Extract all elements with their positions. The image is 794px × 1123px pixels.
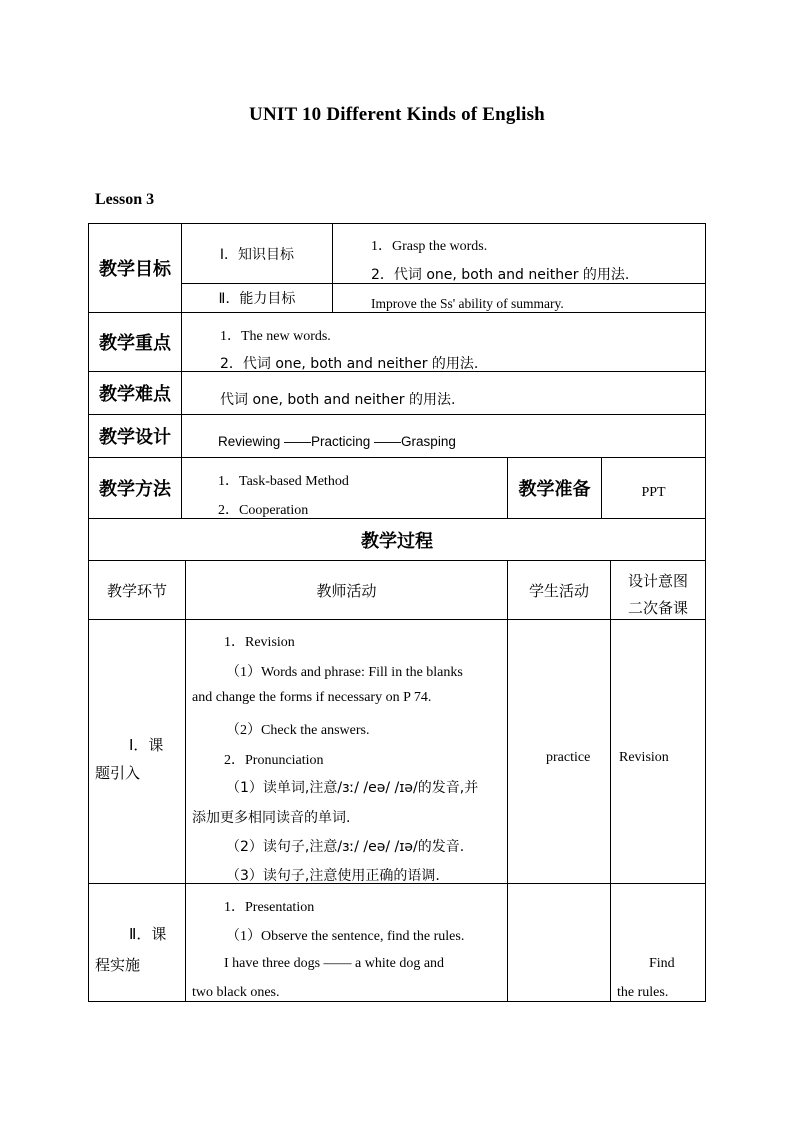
column-header-stage: 教学环节	[88, 560, 186, 620]
activity-line: I have three dogs —— a white dog and	[224, 956, 445, 971]
design-label: 教学设计	[88, 414, 182, 458]
document-title: UNIT 10 Different Kinds of English	[249, 104, 545, 125]
method-item: 2．Cooperation	[218, 503, 309, 518]
methods-items	[181, 457, 508, 519]
activity-line: （1）Observe the sentence, find the rules.	[226, 929, 465, 944]
ability-goal-text: Improve the Ss' ability of summary.	[332, 283, 706, 313]
design-text: Reviewing ——Practicing ——Grasping	[181, 414, 706, 458]
key-points-items	[181, 312, 706, 372]
activity-line: 添加更多相同读音的单词.	[192, 810, 351, 826]
difficulties-text: 代词 one, both and neither 的用法.	[181, 371, 706, 415]
stage2-purpose: Find the rules.	[610, 883, 706, 1002]
column-header-student: 学生活动	[507, 560, 611, 620]
activity-line: two black ones.	[192, 985, 280, 1000]
activity-line: （2）Check the answers.	[226, 723, 370, 738]
knowledge-item: 1．Grasp the words.	[371, 239, 488, 254]
stage2-teacher-activity	[185, 883, 508, 1002]
activity-line: （1）Words and phrase: Fill in the blanks	[226, 665, 463, 680]
process-title: 教学过程	[88, 518, 706, 561]
ability-goal-label: Ⅱ．能力目标	[181, 283, 333, 313]
activity-line: 1．Presentation	[224, 900, 315, 915]
key-point-item: 1．The new words.	[220, 329, 331, 344]
activity-line: 2．Pronunciation	[224, 753, 324, 768]
stage1-teacher-activity	[185, 619, 508, 884]
activity-line: and change the forms if necessary on P 74.	[192, 690, 432, 705]
stage1-name: Ⅰ．课 题引入	[88, 619, 186, 884]
stage1-student-activity: practice	[507, 619, 611, 884]
lesson-label: Lesson 3	[95, 191, 155, 208]
key-points-label: 教学重点	[88, 312, 182, 372]
stage2-student-activity	[507, 883, 611, 1002]
activity-line: （2）读句子,注意/ɜː/ /eə/ /ɪə/的发音.	[226, 839, 465, 855]
objectives-label: 教学目标	[88, 223, 182, 313]
knowledge-goal-label: Ⅰ．知识目标	[181, 223, 333, 284]
knowledge-goal-items	[332, 223, 706, 284]
knowledge-item: 2．代词 one, both and neither 的用法.	[371, 267, 630, 283]
stage1-purpose: Revision	[610, 619, 706, 884]
method-item: 1．Task-based Method	[218, 474, 349, 489]
preparation-label: 教学准备	[507, 457, 602, 519]
difficulties-label: 教学难点	[88, 371, 182, 415]
activity-line: （1）读单词,注意/ɜː/ /eə/ /ɪə/的发音,并	[226, 780, 479, 796]
column-header-teacher: 教师活动	[185, 560, 508, 620]
stage2-name: Ⅱ．课 程实施	[88, 883, 186, 1002]
preparation-value: PPT	[601, 457, 706, 519]
methods-label: 教学方法	[88, 457, 182, 519]
activity-line: 1．Revision	[224, 635, 295, 650]
column-header-purpose: 设计意图 二次备课	[610, 560, 706, 620]
key-point-item: 2．代词 one, both and neither 的用法.	[220, 356, 479, 372]
activity-line: （3）读句子,注意使用正确的语调.	[226, 868, 440, 884]
